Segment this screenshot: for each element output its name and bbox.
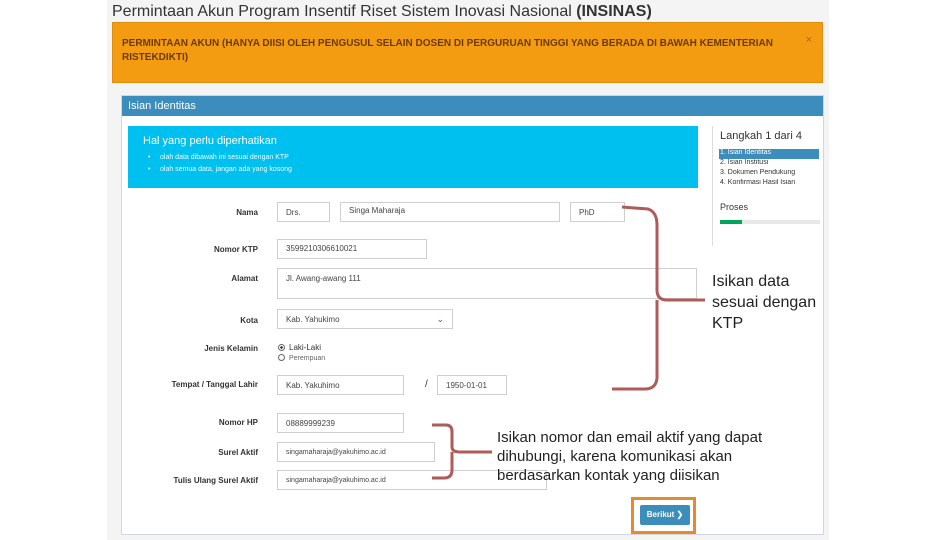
surel-ulang-input[interactable]: singamaharaja@yakuhimo.ac.id: [277, 470, 547, 490]
contact-note: Isikan nomor dan email aktif yang dapat dihubungi, karena komunikasi akan berdasarkan kontak yang diisikan: [497, 429, 763, 484]
surel-input[interactable]: singamaharaja@yakuhimo.ac.id: [277, 442, 435, 462]
ktp-bracket: [612, 207, 705, 389]
gelar-depan-input[interactable]: Drs.: [277, 202, 330, 222]
close-icon[interactable]: ×: [805, 34, 812, 46]
label-nama: Nama: [236, 208, 258, 217]
date-separator: /: [425, 379, 428, 390]
info-item: • olah data dibawah ini sesuai dengan KTP: [160, 154, 289, 161]
progress-label: Proses: [720, 202, 749, 212]
gelar-belakang-input[interactable]: PhD: [570, 202, 625, 222]
info-title: Hal yang perlu diperhatikan: [143, 135, 277, 147]
alamat-textarea[interactable]: Jl. Awang-awang 111: [277, 268, 697, 299]
tempat-lahir-input[interactable]: Kab. Yakuhimo: [277, 375, 404, 395]
step-item-konfirmasi[interactable]: 4. Konfirmasi Hasil Isian: [720, 179, 796, 186]
step-item-identitas[interactable]: 1. Isian Identitas: [719, 149, 819, 159]
label-ttl: Tempat / Tanggal Lahir: [171, 380, 258, 389]
next-button[interactable]: Berikut ❯: [640, 505, 690, 525]
label-surel-ulang: Tulis Ulang Surel Aktif: [173, 476, 258, 485]
label-alamat: Alamat: [231, 274, 258, 283]
radio-perempuan[interactable]: Perempuan: [278, 354, 325, 362]
hp-input[interactable]: 08889999239: [277, 413, 404, 433]
step-title: Langkah 1 dari 4: [720, 130, 802, 142]
step-item-dokumen[interactable]: 3. Dokumen Pendukung: [720, 169, 796, 176]
step-item-institusi[interactable]: 2. Isian Institusi: [720, 159, 769, 166]
label-ktp: Nomor KTP: [214, 245, 258, 254]
tanggal-lahir-input[interactable]: 1950-01-01: [437, 375, 507, 395]
label-hp: Nomor HP: [218, 418, 258, 427]
alert-text: PERMINTAAN AKUN (HANYA DIISI OLEH PENGUSUL SELAIN DOSEN DI PERGURUAN TINGGI YANG BERADA DI BAWAH KEMENTERIAN RISTEKDIKTI): [122, 38, 773, 63]
ktp-input[interactable]: 3599210306610021: [277, 239, 427, 259]
radio-laki-laki[interactable]: Laki-Laki: [278, 343, 321, 352]
box-header: Isian Identitas: [122, 96, 823, 116]
label-surel: Surel Aktif: [218, 448, 258, 457]
page-title: Permintaan Akun Program Insentif Riset Sistem Inovasi Nasional (INSINAS): [112, 3, 652, 20]
nama-input[interactable]: Singa Maharaja: [340, 202, 560, 222]
contact-bracket: [432, 425, 492, 478]
ktp-note: Isikan data sesuai dengan KTP: [712, 273, 817, 332]
kota-value: Kab. Yahukimo: [286, 315, 340, 324]
label-kota: Kota: [240, 316, 258, 325]
label-jenis-kelamin: Jenis Kelamin: [204, 344, 258, 353]
info-item: • olah semua data, jangan ada yang kosong: [160, 166, 292, 173]
chevron-down-icon: ⌄: [436, 314, 444, 324]
